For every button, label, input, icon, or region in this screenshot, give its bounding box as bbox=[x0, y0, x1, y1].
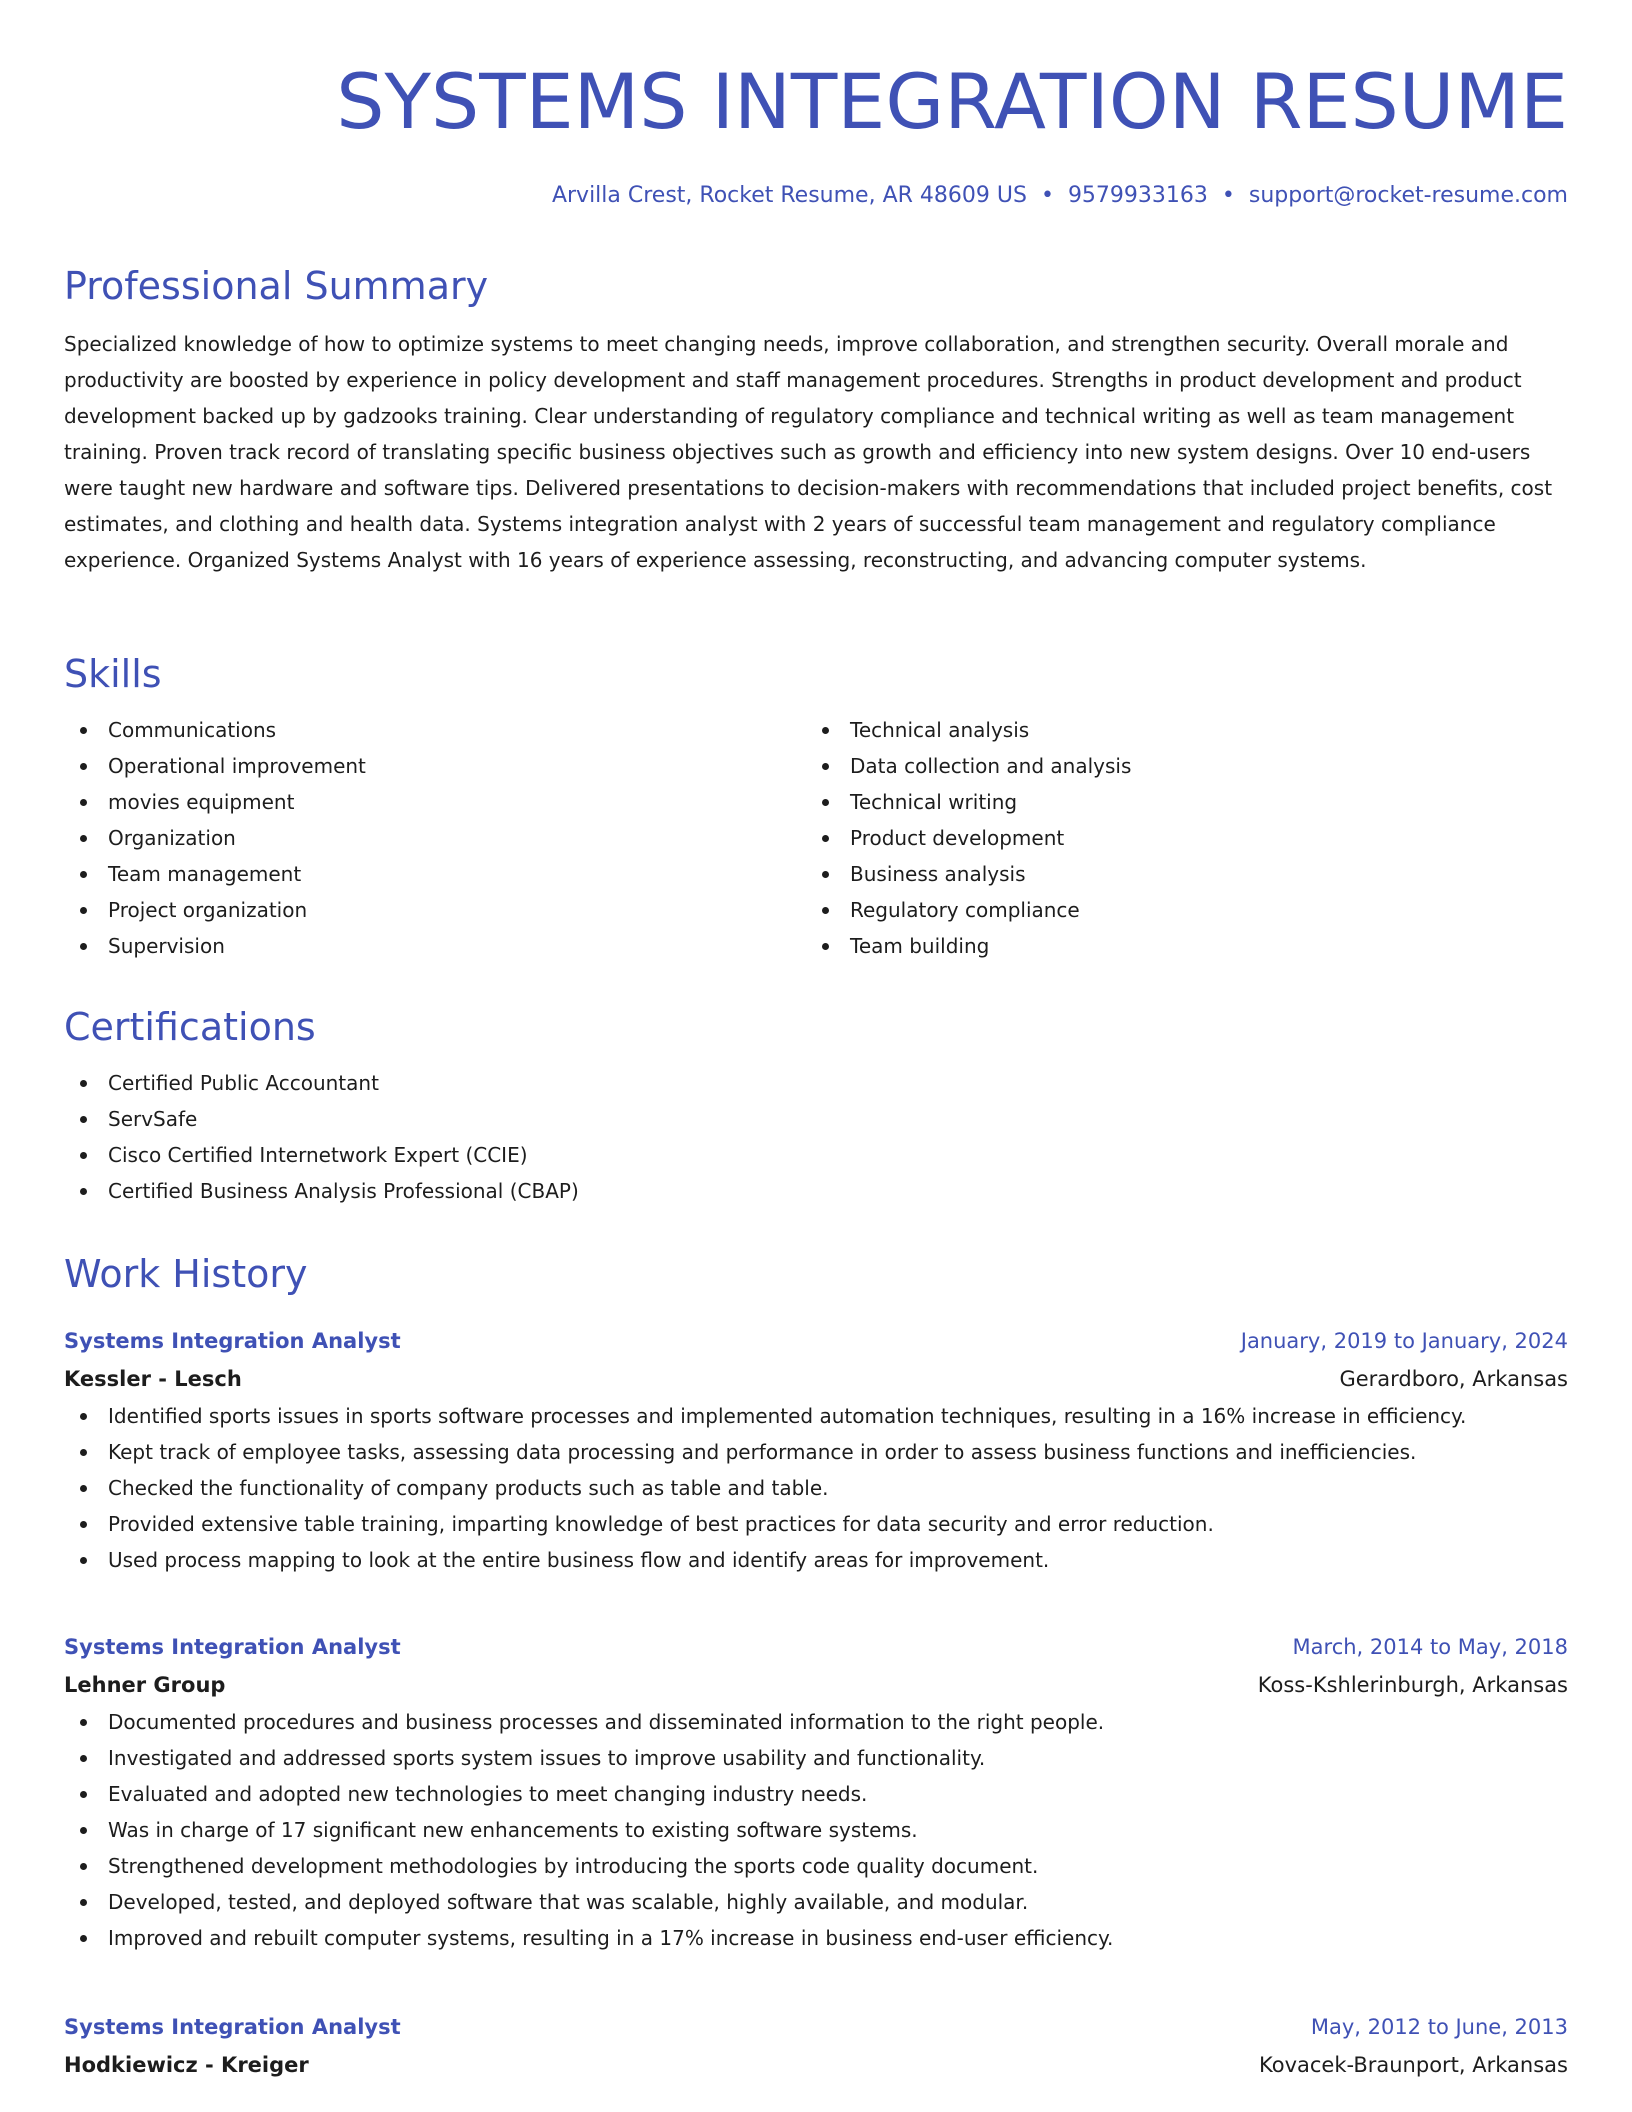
skill-item bbox=[64, 784, 806, 820]
job-location: Kovacek-Braunport, Arkansas bbox=[1259, 2053, 1568, 2077]
skills-column-right bbox=[806, 712, 1548, 964]
job-company: Hodkiewicz - Kreiger bbox=[64, 2053, 309, 2077]
skill-label: Operational improvement bbox=[108, 754, 366, 778]
summary-heading: Professional Summary bbox=[64, 264, 489, 308]
work-history-heading: Work History bbox=[64, 1252, 308, 1296]
job-bullet bbox=[64, 1704, 1568, 1740]
job-bullet-text: Checked the functionality of company products such as table and table. bbox=[108, 1476, 829, 1500]
skill-label: Project organization bbox=[108, 898, 308, 922]
job-subheader bbox=[64, 1666, 1568, 1704]
job-dates: March, 2014 to May, 2018 bbox=[1292, 1635, 1568, 1659]
job-header bbox=[64, 1322, 1568, 1360]
skill-label: Regulatory compliance bbox=[850, 898, 1080, 922]
job-bullet-text: Evaluated and adopted new technologies to meet changing industry needs. bbox=[108, 1782, 868, 1806]
job-title: Systems Integration Analyst bbox=[64, 1635, 401, 1659]
skill-item bbox=[806, 820, 1548, 856]
job-bullet-text: Identified sports issues in sports software processes and implemented automation techniques, resulting in a 16% increase in efficiency. bbox=[108, 1404, 1467, 1428]
skill-item bbox=[806, 712, 1548, 748]
job-subheader bbox=[64, 2046, 1568, 2084]
job-bullet-text: Documented procedures and business processes and disseminated information to the right people. bbox=[108, 1710, 1105, 1734]
job-bullet bbox=[64, 1740, 1568, 1776]
summary-text: Specialized knowledge of how to optimize systems to meet changing needs, improve collaboration, and strengthen security. Overall morale and productivity are boosted by experience in policy development and staff management procedures. Strengths in product development and product development backed up by gadzooks training. Clear understanding of regulatory compliance and technical writing as well as team management training. Proven track record of translating specific business objectives such as growth and efficiency into new system designs. Over 10 end-users were taught new hardware and software tips. Delivered presentations to decision-makers with recommendations that included project benefits, cost estimates, and clothing and health data. Systems integration analyst with 2 years of successful team management and regulatory compliance experience. Organized Systems Analyst with 16 years of experience assessing, reconstructing, and advancing computer systems. bbox=[64, 332, 1553, 572]
job-bullet bbox=[64, 1506, 1568, 1542]
skills-section bbox=[64, 650, 1568, 964]
skill-item bbox=[64, 712, 806, 748]
contact-email: support@rocket-resume.com bbox=[1248, 183, 1568, 208]
certification-label: Cisco Certified Internetwork Expert (CCIE) bbox=[108, 1143, 528, 1167]
job-bullet-text: Improved and rebuilt computer systems, resulting in a 17% increase in business end-user efficiency. bbox=[108, 1926, 1114, 1950]
job-header bbox=[64, 1628, 1568, 1666]
skills-column-left bbox=[64, 712, 806, 964]
job-dates: May, 2012 to June, 2013 bbox=[1310, 2015, 1568, 2039]
job-bullet-text: Developed, tested, and deployed software that was scalable, highly available, and modular. bbox=[108, 1890, 1029, 1914]
certification-label: ServSafe bbox=[108, 1107, 198, 1131]
certification-label: Certified Public Accountant bbox=[108, 1071, 379, 1095]
certification-item bbox=[64, 1065, 1568, 1101]
job-bullet-text: Was in charge of 17 significant new enhancements to existing software systems. bbox=[108, 1818, 918, 1842]
resume-page bbox=[64, 0, 1568, 2077]
summary-section bbox=[64, 262, 1568, 578]
contact-separator: • bbox=[1040, 183, 1054, 208]
job-bullet bbox=[64, 1848, 1568, 1884]
job-entry bbox=[64, 1322, 1568, 1578]
job-bullet bbox=[64, 1776, 1568, 1812]
resume-title: SYSTEMS INTEGRATION RESUME bbox=[336, 57, 1568, 146]
certification-item bbox=[64, 1173, 1568, 1209]
certification-label: Certified Business Analysis Professional (CBAP) bbox=[108, 1179, 579, 1203]
skills-grid bbox=[64, 712, 1568, 964]
certification-item bbox=[64, 1137, 1568, 1173]
skill-label: Team management bbox=[108, 862, 302, 886]
job-bullet-text: Provided extensive table training, imparting knowledge of best practices for data security and error reduction. bbox=[108, 1512, 1214, 1536]
skill-item bbox=[64, 892, 806, 928]
skill-item bbox=[806, 748, 1548, 784]
skill-label: Technical analysis bbox=[850, 718, 1030, 742]
skill-label: Business analysis bbox=[850, 862, 1026, 886]
job-subheader bbox=[64, 1360, 1568, 1398]
job-bullet-text: Used process mapping to look at the entire business flow and identify areas for improvement. bbox=[108, 1548, 1050, 1572]
skill-item bbox=[806, 892, 1548, 928]
job-title: Systems Integration Analyst bbox=[64, 1329, 401, 1353]
skill-label: Product development bbox=[850, 826, 1065, 850]
job-bullet bbox=[64, 1884, 1568, 1920]
job-bullet bbox=[64, 1542, 1568, 1578]
skill-label: Data collection and analysis bbox=[850, 754, 1132, 778]
contact-address: Arvilla Crest, Rocket Resume, AR 48609 US bbox=[551, 183, 1027, 208]
contact-line bbox=[64, 180, 1568, 212]
job-company: Lehner Group bbox=[64, 1673, 226, 1697]
skill-item bbox=[806, 784, 1548, 820]
work-history-section bbox=[64, 1250, 1568, 1298]
skill-item bbox=[64, 928, 806, 964]
job-header bbox=[64, 2008, 1568, 2046]
job-bullet bbox=[64, 1398, 1568, 1434]
skill-label: Communications bbox=[108, 718, 277, 742]
job-location: Koss-Kshlerinburgh, Arkansas bbox=[1257, 1673, 1568, 1697]
skill-label: movies equipment bbox=[108, 790, 295, 814]
skill-label: Supervision bbox=[108, 934, 225, 958]
skills-heading: Skills bbox=[64, 652, 162, 696]
skill-label: Technical writing bbox=[850, 790, 1018, 814]
job-bullet bbox=[64, 1470, 1568, 1506]
job-title: Systems Integration Analyst bbox=[64, 2015, 401, 2039]
job-bullet bbox=[64, 1920, 1568, 1956]
certifications-section bbox=[64, 1003, 1568, 1209]
skill-label: Organization bbox=[108, 826, 236, 850]
job-dates: January, 2019 to January, 2024 bbox=[1240, 1329, 1568, 1353]
skill-item bbox=[806, 928, 1548, 964]
job-company: Kessler - Lesch bbox=[64, 1367, 242, 1391]
job-bullet bbox=[64, 1812, 1568, 1848]
skill-item bbox=[64, 748, 806, 784]
job-location: Gerardboro, Arkansas bbox=[1339, 1367, 1568, 1391]
job-entry bbox=[64, 2008, 1568, 2084]
job-bullet-text: Kept track of employee tasks, assessing data processing and performance in order to assess business functions and inefficiencies. bbox=[108, 1440, 1417, 1464]
job-bullet-text: Strengthened development methodologies by introducing the sports code quality document. bbox=[108, 1854, 1039, 1878]
contact-separator: • bbox=[1221, 183, 1235, 208]
job-entry bbox=[64, 1628, 1568, 1956]
skill-label: Team building bbox=[850, 934, 990, 958]
skill-item bbox=[64, 820, 806, 856]
contact-phone: 9579933163 bbox=[1067, 183, 1208, 208]
job-bullet bbox=[64, 1434, 1568, 1470]
job-bullet-text: Investigated and addressed sports system issues to improve usability and functionality. bbox=[108, 1746, 986, 1770]
certifications-heading: Certifications bbox=[64, 1005, 316, 1049]
skill-item bbox=[64, 856, 806, 892]
skill-item bbox=[806, 856, 1548, 892]
certification-item bbox=[64, 1101, 1568, 1137]
